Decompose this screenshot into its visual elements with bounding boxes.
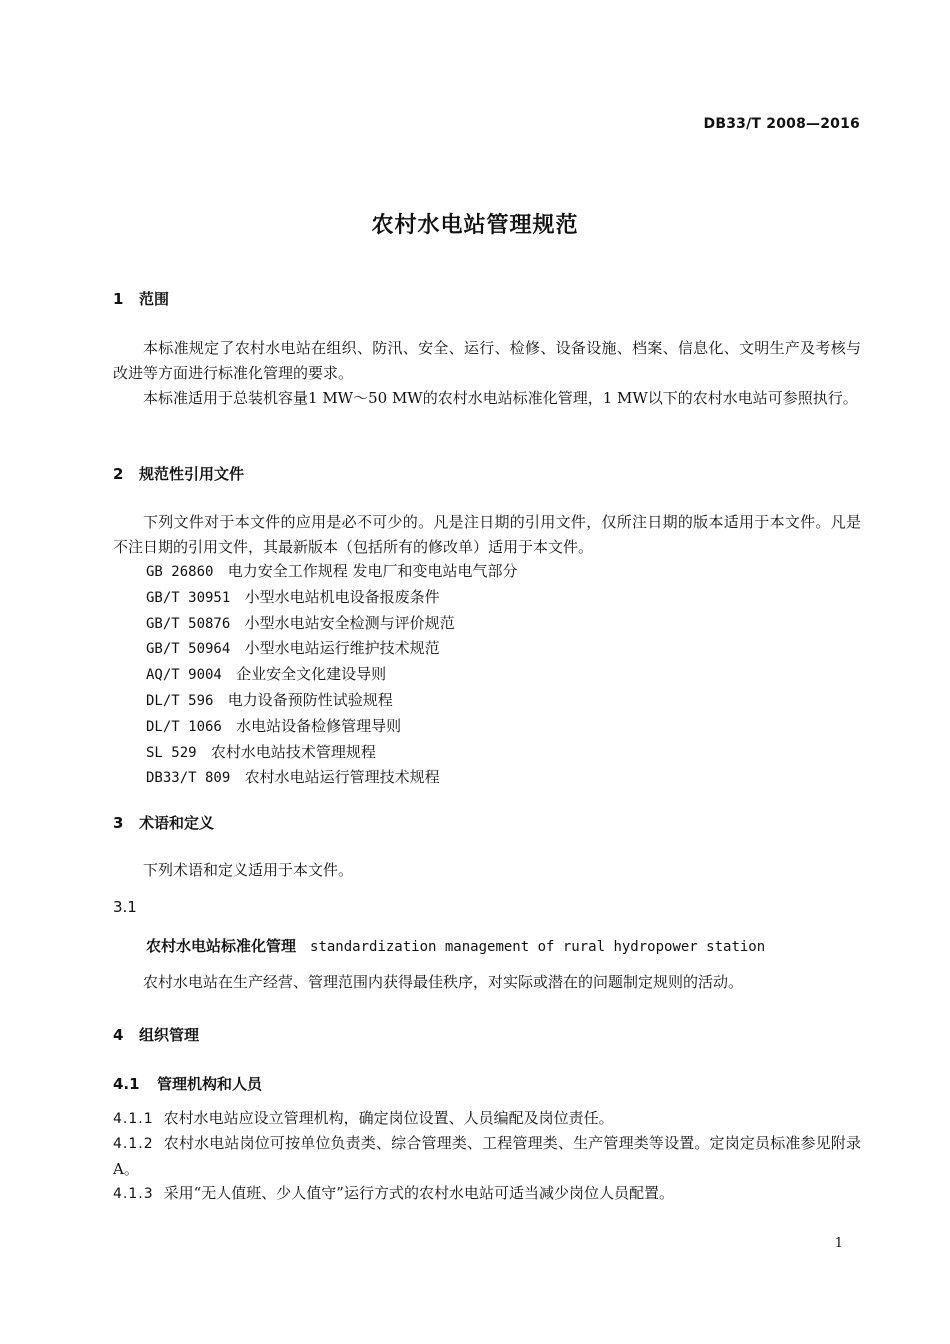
reference-code: DL/T 1066 [146,718,222,735]
reference-title: 电力设备预防性试验规程 [227,690,393,709]
reference-item [146,714,518,740]
section-4-heading [113,1024,199,1045]
reference-item [146,765,518,791]
section-title: 组织管理 [139,1026,200,1044]
reference-title: 小型水电站机电设备报废条件 [244,587,440,606]
reference-code: GB/T 50876 [146,615,231,632]
reference-item [146,585,518,611]
clause-4-1-3 [113,1181,861,1207]
normative-intro: 下列文件对于本文件的应用是必不可少的。凡是注日期的引用文件，仅所注日期的版本适用于本文件。凡是不注日期的引用文件，其最新版本（包括所有的修改单）适用于本文件。 [113,513,861,556]
document-number: DB33/T 2008—2016 [703,116,860,132]
section-title: 术语和定义 [139,814,215,832]
page-title: 农村水电站管理规范 [371,213,579,238]
reference-title: 农村水电站运行管理技术规程 [244,768,440,787]
reference-item [146,611,518,637]
reference-item [146,636,518,662]
term-entry [146,935,765,956]
clause-text: 采用“无人值班、少人值守”运行方式的农村水电站可适当减少岗位人员配置。 [163,1184,674,1202]
section-1-heading [113,288,169,309]
section-title: 规范性引用文件 [139,465,245,483]
reference-code: DB33/T 809 [146,770,231,787]
reference-list [146,559,518,791]
reference-item [146,688,518,714]
clause-text: 农村水电站应设立管理机构，确定岗位设置、人员编配及岗位责任。 [163,1109,614,1127]
scope-paragraph-2: 本标准适用于总装机容量1 MW～50 MW的农村水电站标准化管理，1 MW以下的农村水电站可参照执行。 [143,389,858,407]
reference-code: SL 529 [146,744,197,761]
reference-code: GB/T 30951 [146,589,231,606]
reference-item [146,662,518,688]
clause-number: 4.1.1 [113,1111,154,1127]
reference-title: 小型水电站运行维护技术规范 [244,639,440,658]
section-2-heading [113,463,244,484]
section-3-heading [113,812,214,833]
scope-paragraph-1: 本标准规定了农村水电站在组织、防汛、安全、运行、检修、设备设施、档案、信息化、文明生产及考核与改进等方面进行标准化管理的要求。 [113,339,861,382]
term-english: standardization management of rural hydropower station [310,939,766,955]
reference-code: DL/T 596 [146,692,214,709]
reference-title: 电力安全工作规程 发电厂和变电站电气部分 [227,562,518,580]
reference-title: 水电站设备检修管理导则 [236,716,402,735]
subsection-4-1-heading [113,1073,262,1094]
reference-code: GB 26860 [146,564,214,580]
page-number: 1 [834,1236,843,1251]
reference-item [146,559,518,585]
clause-4-1-2 [113,1131,861,1182]
terms-intro: 下列术语和定义适用于本文件。 [143,861,354,879]
clause-3-1-number: 3.1 [113,898,137,916]
term-definition: 农村水电站在生产经营、管理范围内获得最佳秩序，对实际或潜在的问题制定规则的活动。 [143,973,744,991]
reference-code: AQ/T 9004 [146,667,222,684]
section-number: 1 [113,290,124,308]
reference-title: 小型水电站安全检测与评价规范 [244,613,455,632]
section-number: 3 [113,814,124,832]
section-number: 4 [113,1026,124,1044]
reference-code: GB/T 50964 [146,641,231,658]
clause-text: 农村水电站岗位可按单位负责类、综合管理类、工程管理类、生产管理类等设置。定岗定员标准参见附录A。 [113,1134,861,1178]
subsection-number: 4.1 [113,1075,140,1093]
reference-title: 企业安全文化建设导则 [236,665,387,684]
clause-number: 4.1.2 [113,1136,154,1152]
clause-number: 4.1.3 [113,1186,154,1202]
clause-4-1-1 [113,1106,861,1132]
term-chinese: 农村水电站标准化管理 [146,937,297,955]
section-number: 2 [113,465,124,483]
reference-item [146,740,518,766]
subsection-title: 管理机构和人员 [157,1075,263,1093]
reference-title: 农村水电站技术管理规程 [210,742,376,761]
section-title: 范围 [139,290,170,308]
